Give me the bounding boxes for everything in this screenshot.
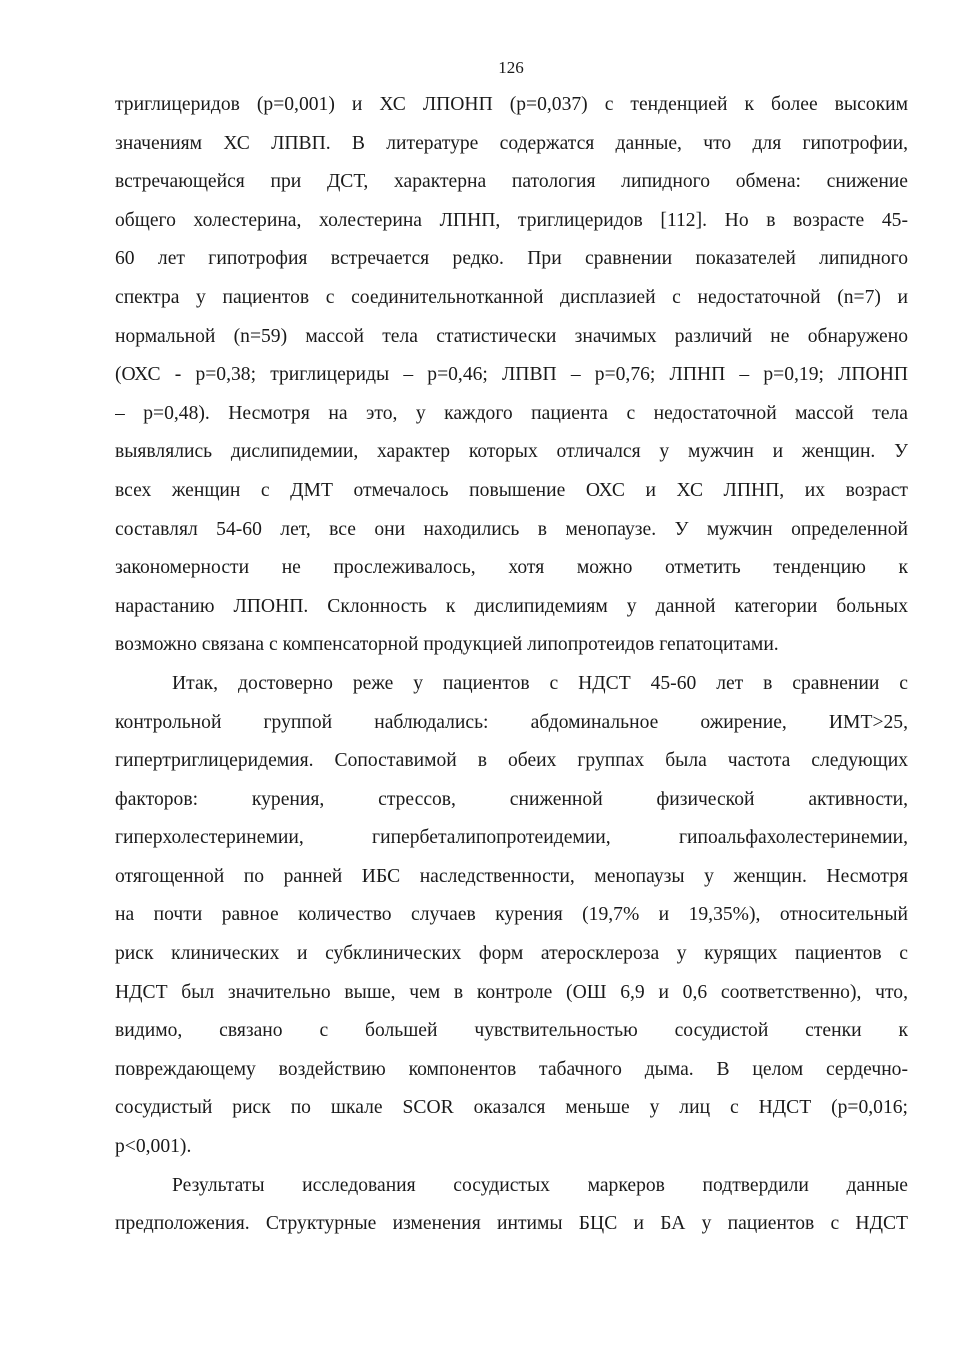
text-line: видимо, связано с большей чувствительностью сосудистой стенки к <box>115 1020 908 1042</box>
text-line: значениям ХС ЛПВП. В литературе содержатся данные, что для гипотрофии, <box>115 132 908 154</box>
page-number: 126 <box>498 58 524 77</box>
text-line: гиперхолестеринемии, гипербеталипопротеидемии, гипоальфахолестеринемии, <box>115 827 908 849</box>
text-line: р<0,001). <box>115 1136 192 1158</box>
text-line: факторов: курения, стрессов, сниженной физической активности, <box>115 788 908 810</box>
text-line: закономерности не прослеживалось, хотя можно отметить тенденцию к <box>115 557 908 579</box>
text-line: спектра у пациентов с соединительнотканной дисплазией с недостаточной (n=7) и <box>115 286 908 308</box>
text-line: всех женщин с ДМТ отмечалось повышение ОХС и ХС ЛПНП, их возраст <box>115 479 908 501</box>
text-line: общего холестерина, холестерина ЛПНП, триглицеридов [112]. Но в возрасте 45- <box>115 209 908 231</box>
text-line: выявлялись дислипидемии, характер которых отличался у мужчин и женщин. У <box>115 441 908 463</box>
text-line: – p=0,48). Несмотря на это, у каждого пациента с недостаточной массой тела <box>115 402 908 424</box>
text-line: сосудистый риск по шкале SCOR оказался меньше у лиц с НДСТ (р=0,016; <box>115 1097 908 1119</box>
text-line: НДСТ был значительно выше, чем в контроле (ОШ 6,9 и 0,6 соответственно), что, <box>115 981 908 1003</box>
text-line: Результаты исследования сосудистых маркеров подтвердили данные <box>172 1174 908 1196</box>
text-line: составлял 54-60 лет, все они находились в менопаузе. У мужчин определенной <box>115 518 908 540</box>
text-line: гипертриглицеридемия. Сопоставимой в обеих группах была частота следующих <box>115 750 908 772</box>
text-line: Итак, достоверно реже у пациентов с НДСТ 45-60 лет в сравнении с <box>172 672 908 694</box>
text-line: 60 лет гипотрофия встречается редко. При сравнении показателей липидного <box>115 248 908 270</box>
text-line: возможно связана с компенсаторной продукцией липопротеидов гепатоцитами. <box>115 634 779 656</box>
text-line: повреждающему воздействию компонентов табачного дыма. В целом сердечно- <box>115 1058 908 1080</box>
text-line: отягощенной по ранней ИБС наследственности, менопаузы у женщин. Несмотря <box>115 865 908 887</box>
text-line: контрольной группой наблюдались: абдоминальное ожирение, ИМТ>25, <box>115 711 908 733</box>
text-line: нарастанию ЛПОНП. Склонность к дислипидемиям у данной категории больных <box>115 595 908 617</box>
body-text <box>115 86 908 1244</box>
text-line: предположения. Структурные изменения интимы БЦС и БА у пациентов с НДСТ <box>115 1213 908 1235</box>
text-line: триглицеридов (р=0,001) и ХС ЛПОНП (р=0,037) с тенденцией к более высоким <box>115 94 908 115</box>
text-line: (ОХС - p=0,38; триглицериды – p=0,46; ЛПВП – p=0,76; ЛПНП – p=0,19; ЛПОНП <box>115 364 908 386</box>
text-line: нормальной (n=59) массой тела статистически значимых различий не обнаружено <box>115 325 908 347</box>
text-line: встречающейся при ДСТ, характерна патология липидного обмена: снижение <box>115 171 908 193</box>
text-line: риск клинических и субклинических форм атеросклероза у курящих пациентов с <box>115 943 908 965</box>
text-line: на почти равное количество случаев курения (19,7% и 19,35%), относительный <box>115 904 908 926</box>
